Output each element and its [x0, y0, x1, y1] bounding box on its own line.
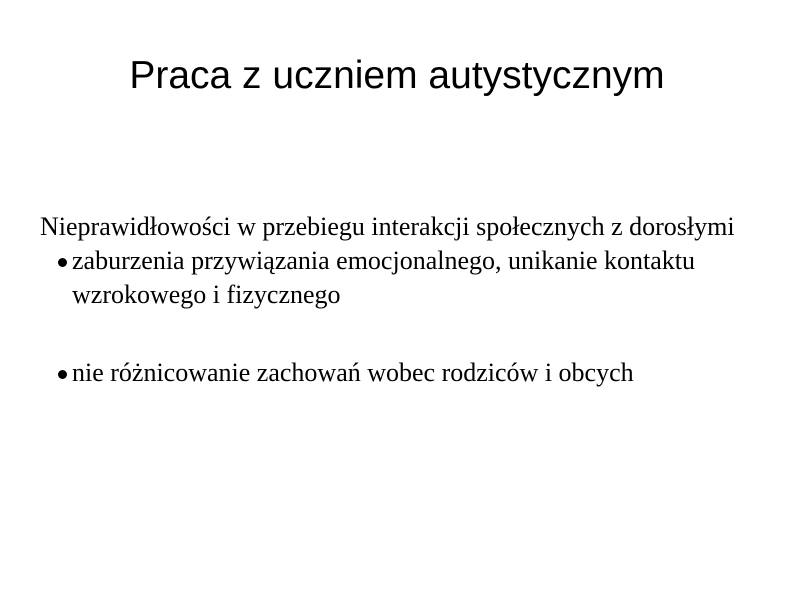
lead-paragraph: Nieprawidłowości w przebiegu interakcji społecznych z dorosłymi — [40, 212, 735, 241]
slide-title: Praca z uczniem autystycznym — [129, 54, 665, 97]
slide-content — [40, 210, 760, 390]
bullet-dot-icon — [58, 258, 67, 267]
bullet-item — [40, 244, 760, 312]
bullet-text: nie różnicowanie zachowań wobec rodziców i obcych — [72, 358, 634, 387]
bullet-dot-icon — [58, 370, 67, 379]
bullet-text: zaburzenia przywiązania emocjonalnego, unikanie kontaktu wzrokowego i fizycznego — [72, 246, 696, 309]
bullet-item — [40, 356, 760, 390]
